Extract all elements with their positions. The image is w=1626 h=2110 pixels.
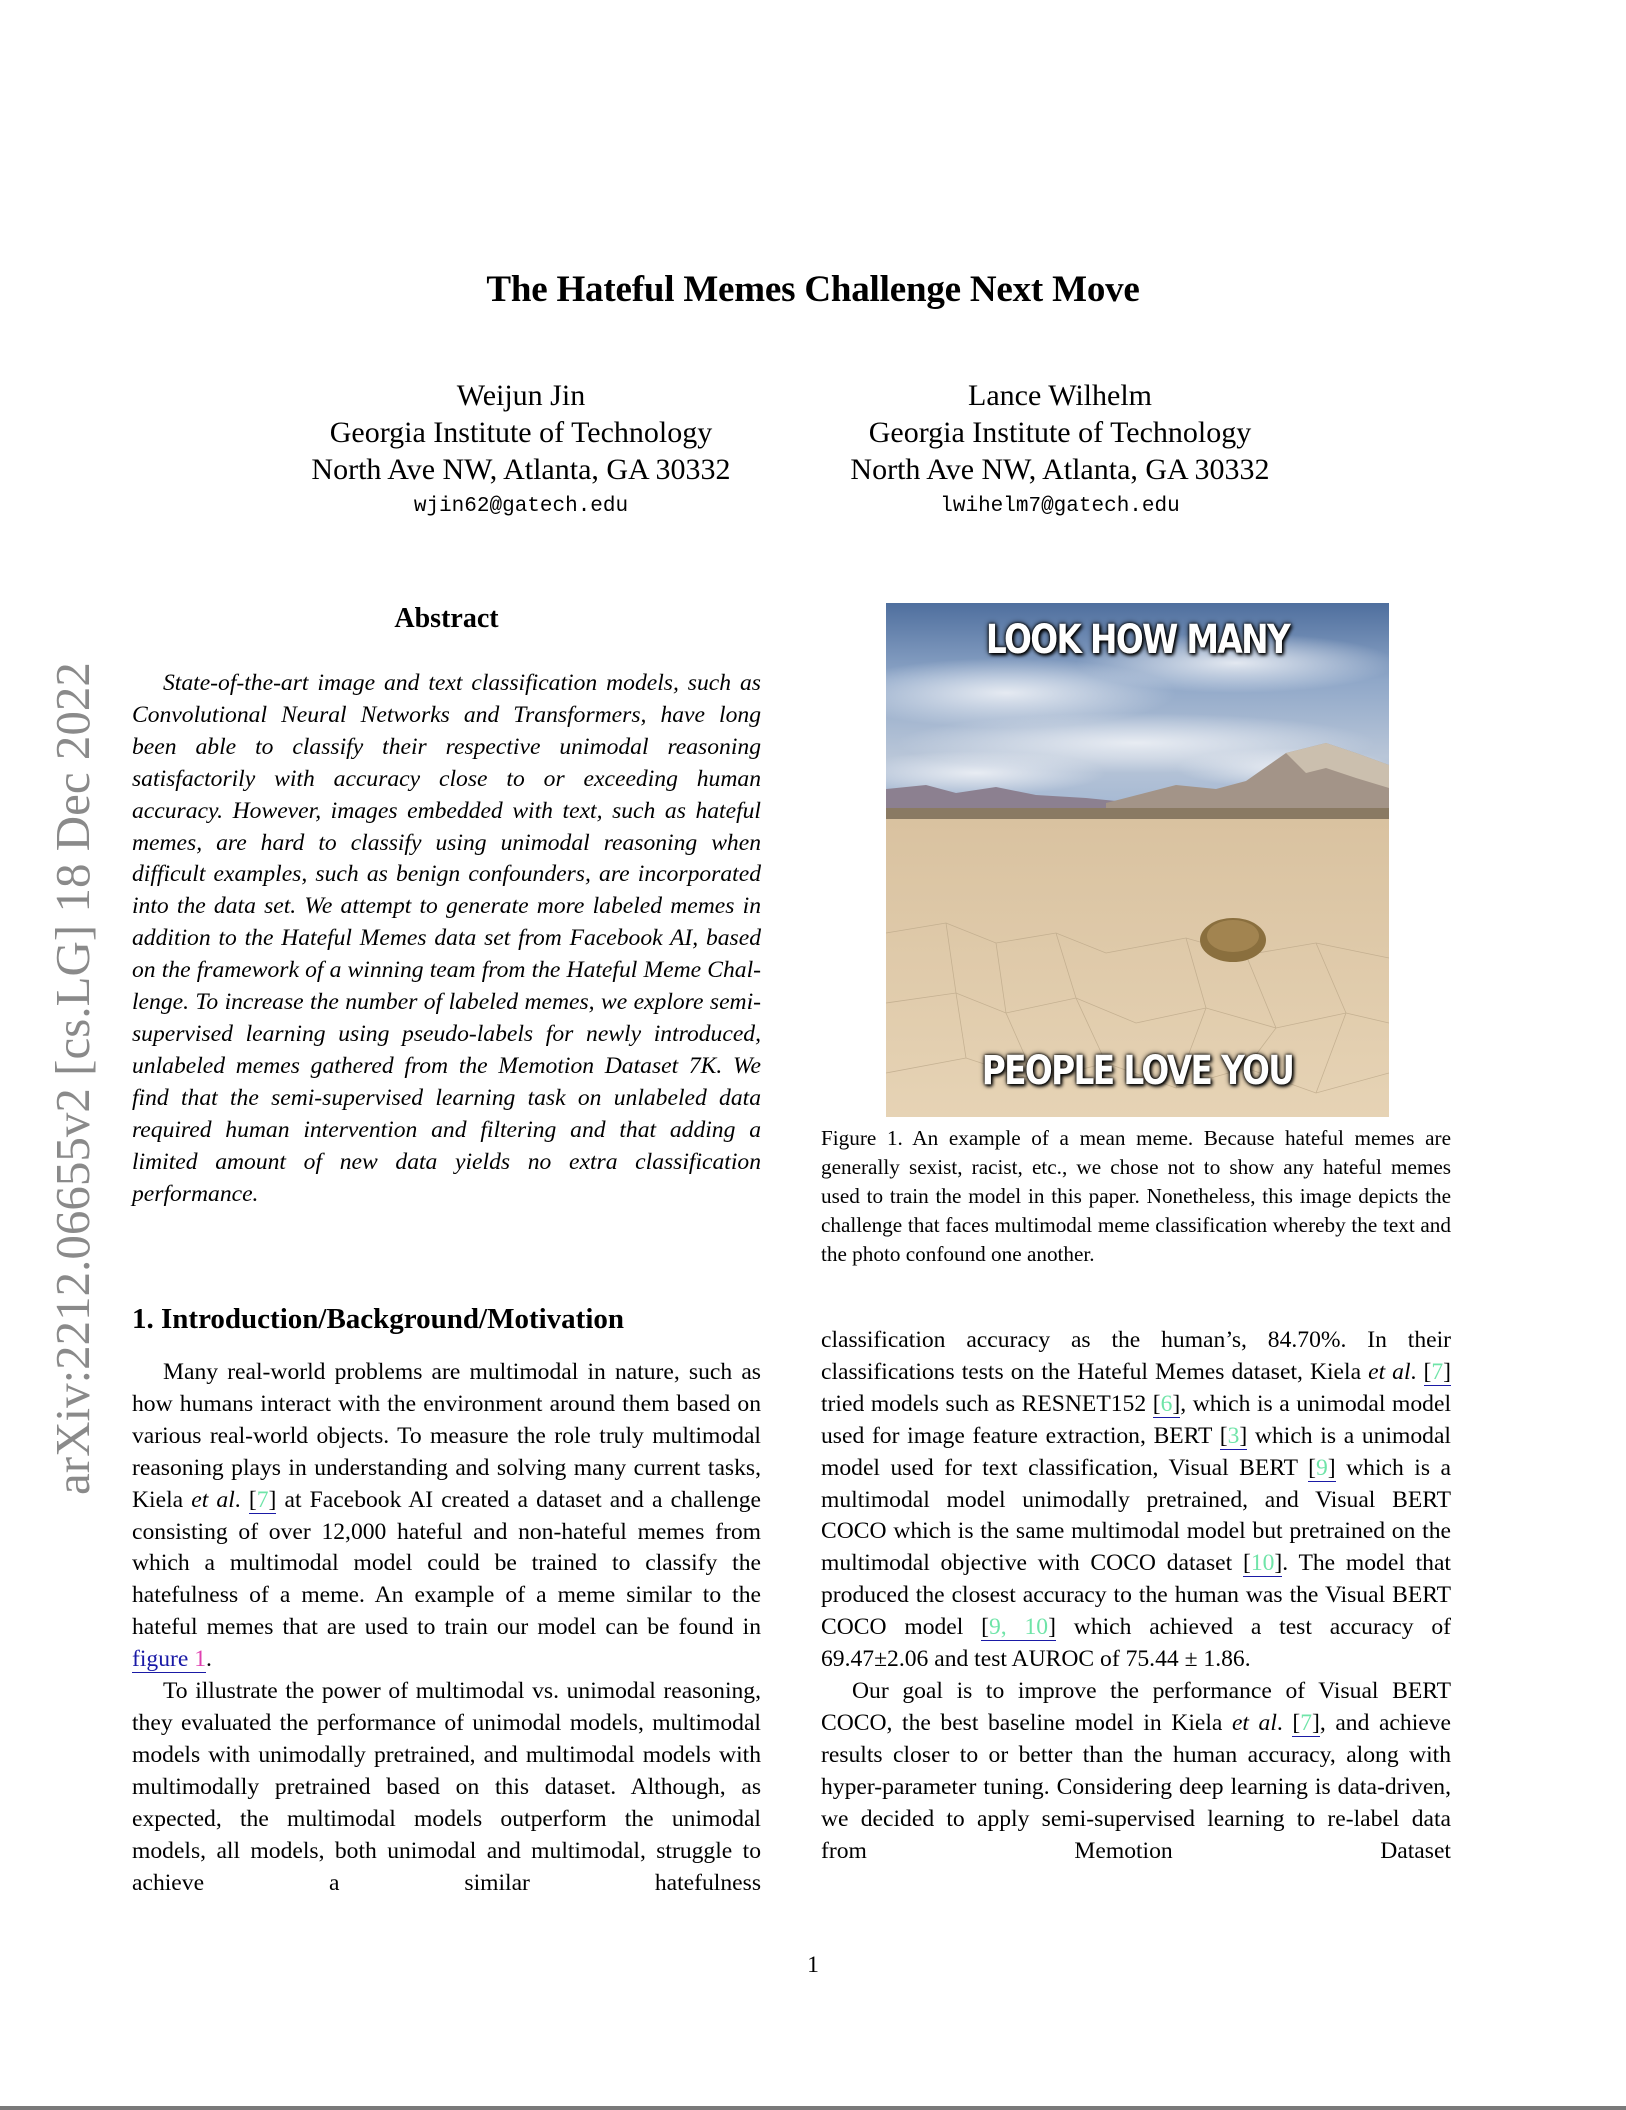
author-name: Weijun Jin	[456, 379, 586, 412]
paper-title: The Hateful Memes Challenge Next Move	[486, 269, 1140, 310]
citation-link[interactable]: [9]	[1308, 1454, 1336, 1481]
author-affiliation: Georgia Institute of Technology	[868, 416, 1252, 449]
paragraph: To illustrate the power of multimodal vs. unimodal reasoning, they evaluated the performance of unimodal models, multimodal models with unimodally pretrained, and multimodal models with multimodally pretrained based on this dataset. Although, as expected, the multimodal models outperform the unimodal models, all models, both unimodal and multimodal, struggle to achieve a similar hatefulness	[132, 1678, 761, 1896]
citation-link[interactable]: [7]	[1423, 1358, 1452, 1385]
paragraph: Many real-world problems are multimodal in nature, such as how humans interact with the environment around them based on various real-world objects. To measure the role truly multimodal reasoning plays in understanding and solving many current tasks, Kiela et al. [7] at Facebook AI created a dataset and a challenge consisting of over 12,000 hateful and non-hateful memes from which a multimodal model could be trained to classify the hatefulness of a meme. An example of a meme similar to the hateful memes that are used to train our model can be found in figure 1.	[132, 1359, 762, 1673]
figure-caption: Figure 1. An example of a mean meme. Because hateful memes are generally sexist, racist, etc., we chose not to show any hateful memes used to train the model in this paper. Nonetheless, this image depicts the challenge that faces multimodal meme classification whereby the text and the photo confound one another.	[821, 1126, 1451, 1266]
citation-link[interactable]: [7]	[248, 1486, 277, 1513]
author-block	[271, 377, 771, 525]
citation-link[interactable]: [9, 10]	[981, 1614, 1056, 1641]
intro-right-column	[821, 1325, 1451, 1867]
section-heading: 1. Introduction/Background/Motivation	[132, 1303, 625, 1335]
author-affiliation: Georgia Institute of Technology	[329, 416, 713, 449]
abstract-body	[132, 668, 761, 1210]
meme-top-text: LOOK HOW MANY	[985, 617, 1290, 663]
author-block	[810, 377, 1310, 525]
author-address: North Ave NW, Atlanta, GA 30332	[850, 453, 1270, 486]
citation-link[interactable]: [3]	[1219, 1422, 1248, 1449]
figure-meme-image	[886, 603, 1389, 1117]
page-number: 1	[807, 1952, 819, 1978]
author-name: Lance Wilhelm	[968, 379, 1152, 412]
citation-link[interactable]: [6]	[1152, 1390, 1181, 1417]
paragraph: classification accuracy as the human’s, 84.70%. In their classifications tests on the Hateful Memes dataset, Kiela et al. [7] tried models such as RESNET152 [6], which is a unimodal model used for image feature extraction, BERT [3] which is a unimodal model used for text classification, Visual BERT [9] which is a multimodal model unimodally pretrained, and Visual BERT COCO which is the same multimodal model but pretrained on the multimodal objective with COCO dataset [10]. The model that produced the closest accuracy to the human was the Visual BERT COCO model [9, 10] which achieved a test accuracy of 69.47±2.06 and test AUROC of 75.44 ± 1.86.	[821, 1327, 1452, 1673]
viewer-bottom-border	[0, 2106, 1626, 2110]
abstract-heading: Abstract	[394, 603, 499, 634]
abstract-text: State-of-the-art image and text classification models, such as Convolutional Neural Networks and Transformers, have long been able to classify their respective unimodal reasoning satisfactorily with accuracy close to or exceeding human accuracy. However, images embedded with text, such as hateful memes, are hard to classify using unimodal reasoning when difficult examples, such as benign confounders, are incorporated into the data set. We attempt to generate more labeled memes in addition to the Hateful Memes data set from Facebook AI, based on the framework of a winning team from the Hateful Meme Challenge. To increase the number of labeled memes, we explore semi-supervised learning using pseudo-labels for newly introduced, unlabeled memes gathered from the Memotion Dataset 7K. We find that the semi-supervised learning task on unlabeled data required human intervention and filtering and that adding a limited amount of new data yields no extra classification performance.	[132, 670, 761, 1207]
intro-left-column	[132, 1357, 761, 1899]
paragraph: Our goal is to improve the performance of Visual BERT COCO, the best baseline model in Kiela et al. [7], and achieve results closer to or better than the human accuracy, along with hyper-parameter tuning. Considering deep learning is data-driven, we decided to apply semi-supervised learning to re-label data from Memotion Dataset	[821, 1677, 1451, 1864]
citation-link[interactable]: [7]	[1292, 1709, 1320, 1736]
figure-reference-link[interactable]: figure 1	[132, 1646, 207, 1673]
author-email: wjin62@gatech.edu	[413, 495, 629, 518]
meme-bottom-text: PEOPLE LOVE YOU	[981, 1048, 1294, 1094]
desert-photo	[886, 603, 1389, 1117]
arxiv-watermark: arXiv:2212.06655v2 [cs.LG] 18 Dec 2022	[45, 662, 100, 1495]
author-email: lwihelm7@gatech.edu	[940, 495, 1180, 518]
author-address: North Ave NW, Atlanta, GA 30332	[311, 453, 731, 486]
citation-link[interactable]: [10]	[1242, 1550, 1283, 1577]
